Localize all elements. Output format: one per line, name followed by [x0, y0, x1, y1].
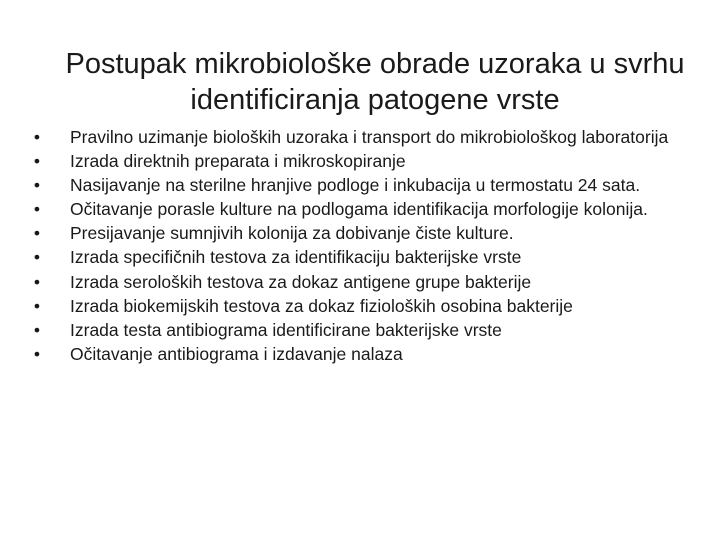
- bullet-icon: •: [33, 151, 41, 172]
- list-item: [28, 128, 700, 148]
- bullet-text: Izrada testa antibiograma identificirane bakterijske vrste: [70, 319, 502, 340]
- bullet-text: Presijavanje sumnjivih kolonija za dobivanje čiste kulture.: [70, 223, 514, 244]
- list-item: [28, 200, 700, 220]
- list-item: [28, 224, 700, 244]
- bullet-list: [28, 128, 700, 369]
- bullet-icon: •: [33, 175, 41, 196]
- list-item: [28, 297, 700, 317]
- bullet-text: Izrada seroloških testova za dokaz antigene grupe bakterije: [70, 271, 532, 292]
- list-item: [28, 248, 700, 268]
- bullet-icon: •: [33, 127, 41, 147]
- bullet-icon: •: [33, 247, 41, 268]
- list-item: [28, 152, 700, 172]
- bullet-icon: •: [33, 295, 41, 316]
- bullet-text: Očitavanje antibiograma i izdavanje nalaza: [70, 343, 403, 364]
- bullet-text: Pravilno uzimanje bioloških uzoraka i transport do mikrobiološkog laboratorija: [70, 127, 669, 147]
- bullet-icon: •: [33, 343, 41, 364]
- bullet-text: Izrada biokemijskih testova za dokaz fizioloških osobina bakterije: [70, 295, 573, 316]
- bullet-icon: •: [33, 271, 41, 292]
- list-item: [28, 345, 700, 365]
- bullet-text: Očitavanje porasle kulture na podlogama identifikacija morfologije kolonija.: [70, 199, 648, 220]
- bullet-icon: •: [33, 223, 41, 244]
- list-item: [28, 273, 700, 293]
- slide-title: Postupak mikrobiološke obrade uzoraka u svrhu identificiranja patogene vrste: [65, 48, 685, 116]
- bullet-icon: •: [33, 199, 41, 220]
- bullet-icon: •: [33, 319, 41, 340]
- bullet-text: Izrada specifičnih testova za identifikaciju bakterijske vrste: [70, 247, 522, 268]
- bullet-text: Nasijavanje na sterilne hranjive podloge i inkubacija u termostatu 24 sata.: [70, 175, 641, 196]
- bullet-text: Izrada direktnih preparata i mikroskopiranje: [70, 151, 406, 172]
- list-item: [28, 321, 700, 341]
- list-item: [28, 176, 700, 196]
